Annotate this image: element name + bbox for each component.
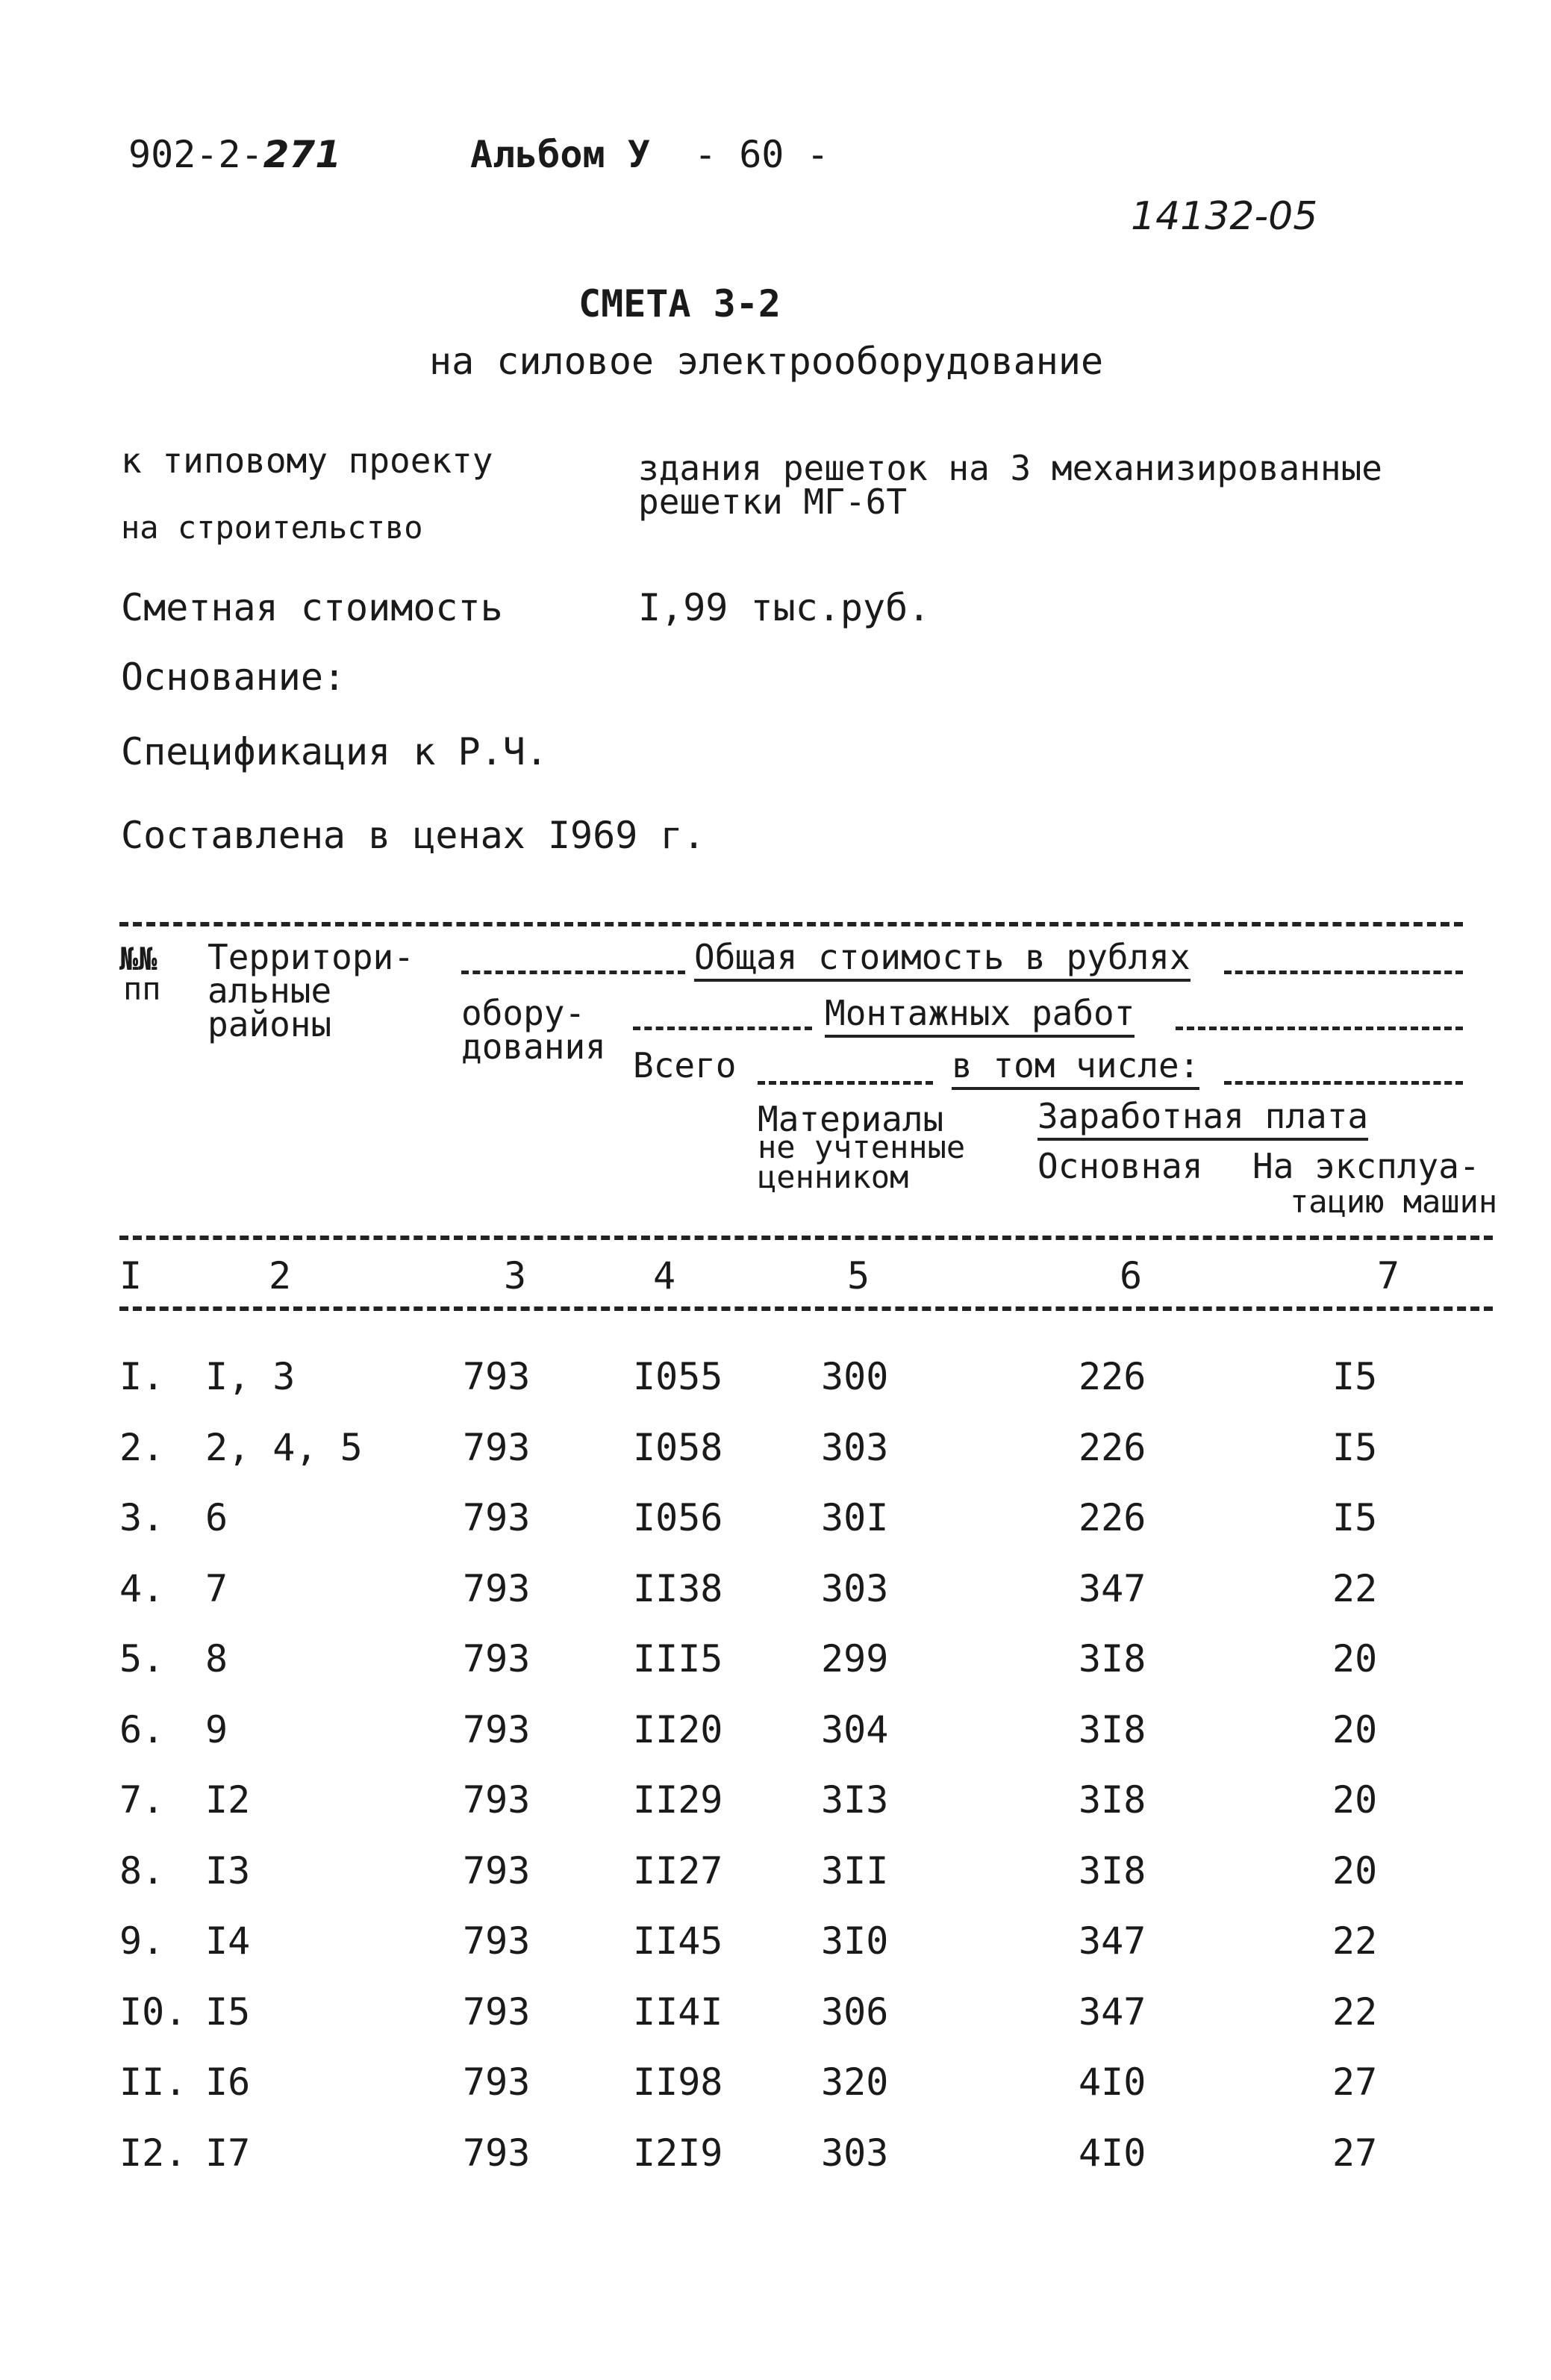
row-number: 2.	[119, 1425, 165, 1469]
row-number: I2.	[119, 2131, 187, 2175]
row-basic-wages: 3I8	[1079, 1778, 1146, 1822]
row-region: 2, 4, 5	[205, 1425, 363, 1469]
row-install-total: II27	[633, 1848, 723, 1893]
row-number: I0.	[119, 1990, 187, 2034]
row-install-total: II29	[633, 1778, 723, 1822]
doc-code-printed: 902-2-	[128, 133, 263, 176]
row-machine-cost: 20	[1332, 1848, 1378, 1893]
row-machine-cost: 27	[1332, 2131, 1378, 2175]
row-machine-cost: I5	[1332, 1496, 1378, 1539]
row-equipment-cost: 793	[463, 1848, 531, 1893]
row-materials: 303	[821, 1425, 889, 1469]
cost-label: Сметная стоимость	[121, 586, 503, 629]
row-install-total: II45	[633, 1919, 723, 1963]
project-value-line1: здания решеток на 3 механизированные	[638, 448, 1382, 488]
col-number-7: 7	[1377, 1254, 1400, 1298]
row-install-total: I055	[633, 1355, 723, 1398]
row-install-total: I058	[633, 1425, 723, 1469]
row-equipment-cost: 793	[463, 1707, 531, 1751]
row-materials: 299	[821, 1637, 889, 1680]
row-region: I6	[205, 2060, 251, 2104]
row-machine-cost: 20	[1332, 1778, 1378, 1822]
doc-code-handwritten: 271	[263, 133, 341, 176]
header-bottom-rule	[119, 1236, 1493, 1240]
row-machine-cost: I5	[1332, 1425, 1378, 1469]
row-basic-wages: 226	[1079, 1425, 1146, 1469]
row-equipment-cost: 793	[463, 1990, 531, 2034]
row-install-total: II20	[633, 1707, 723, 1751]
row-materials: 30I	[821, 1496, 889, 1539]
row-basic-wages: 226	[1079, 1496, 1146, 1539]
row-equipment-cost: 793	[463, 1566, 531, 1610]
row-region: 8	[205, 1637, 228, 1680]
col-machine-header-2: тацию машин	[1290, 1183, 1498, 1220]
col-territory-header-1: Территори-	[207, 937, 414, 977]
col-num-header-2: пп	[123, 971, 161, 1007]
row-materials: 304	[821, 1707, 889, 1751]
install-rule-left	[633, 1027, 812, 1030]
row-basic-wages: 347	[1079, 1919, 1146, 1963]
row-number: 6.	[119, 1707, 165, 1751]
total-cost-header: Общая стоимость в рублях	[694, 937, 1190, 982]
row-machine-cost: I5	[1332, 1355, 1378, 1398]
project-value-line2: решетки МГ-6Т	[638, 482, 908, 522]
row-equipment-cost: 793	[463, 1425, 531, 1469]
row-region: 7	[205, 1566, 228, 1610]
row-region: I4	[205, 1919, 251, 1963]
row-basic-wages: 3I8	[1079, 1637, 1146, 1680]
row-machine-cost: 22	[1332, 1919, 1378, 1963]
row-materials: 3I3	[821, 1778, 889, 1822]
row-install-total: II38	[633, 1566, 723, 1610]
row-machine-cost: 22	[1332, 1990, 1378, 2034]
table-top-rule	[119, 922, 1463, 926]
row-materials: 3II	[821, 1848, 889, 1893]
row-region: I5	[205, 1990, 251, 2034]
row-basic-wages: 4I0	[1079, 2131, 1146, 2175]
wages-header: Заработная плата	[1037, 1096, 1368, 1141]
row-install-total: I056	[633, 1496, 723, 1539]
row-number: 9.	[119, 1919, 165, 1963]
basis-label: Основание:	[121, 655, 346, 699]
row-equipment-cost: 793	[463, 1496, 531, 1539]
row-install-total: III5	[633, 1637, 723, 1680]
total-cost-rule-left	[461, 971, 685, 974]
project-label: к типовому проекту	[121, 440, 493, 481]
col-total-header: Всего	[633, 1045, 737, 1085]
row-materials: 303	[821, 1566, 889, 1610]
row-machine-cost: 20	[1332, 1707, 1378, 1751]
row-equipment-cost: 793	[463, 2131, 531, 2175]
col-territory-header-2: альные	[207, 971, 332, 1011]
row-region: I2	[205, 1778, 251, 1822]
total-cost-rule-right	[1224, 971, 1463, 974]
row-region: I3	[205, 1848, 251, 1893]
col-numbers-bottom-rule	[119, 1306, 1493, 1311]
incl-rule-right	[1224, 1081, 1463, 1085]
cost-value: I,99 тыс.руб.	[638, 586, 931, 629]
album-label: Альбом У	[470, 133, 650, 176]
install-rule-right	[1176, 1027, 1463, 1030]
row-basic-wages: 347	[1079, 1566, 1146, 1610]
col-materials-header-1: Материалы	[758, 1099, 944, 1139]
row-materials: 300	[821, 1355, 889, 1398]
doc-code	[128, 133, 341, 176]
row-number: 4.	[119, 1566, 165, 1610]
col-number-5: 5	[847, 1254, 870, 1298]
row-machine-cost: 22	[1332, 1566, 1378, 1610]
row-number: 7.	[119, 1778, 165, 1822]
row-basic-wages: 347	[1079, 1990, 1146, 2034]
including-header: в том числе:	[952, 1045, 1199, 1090]
col-number-3: 3	[504, 1254, 527, 1298]
col-basic-wages-header: Основная	[1037, 1146, 1203, 1186]
col-materials-header-2: не учтенные	[758, 1129, 966, 1165]
row-basic-wages: 3I8	[1079, 1707, 1146, 1751]
row-equipment-cost: 793	[463, 1919, 531, 1963]
col-number-6: 6	[1120, 1254, 1143, 1298]
row-region: 9	[205, 1707, 228, 1751]
registry-number-handwritten: 14132-05	[1131, 194, 1318, 239]
row-number: 3.	[119, 1496, 165, 1539]
row-number: 5.	[119, 1637, 165, 1680]
row-basic-wages: 3I8	[1079, 1848, 1146, 1893]
row-equipment-cost: 793	[463, 1637, 531, 1680]
row-equipment-cost: 793	[463, 1778, 531, 1822]
col-number-4: 4	[653, 1254, 676, 1298]
row-number: 8.	[119, 1848, 165, 1893]
row-install-total: II98	[633, 2060, 723, 2104]
row-basic-wages: 4I0	[1079, 2060, 1146, 2104]
row-equipment-cost: 793	[463, 2060, 531, 2104]
row-number: II.	[119, 2060, 187, 2104]
col-machine-header-1: На эксплуа-	[1252, 1146, 1480, 1186]
row-equipment-cost: 793	[463, 1355, 531, 1398]
row-region: 6	[205, 1496, 228, 1539]
row-number: I.	[119, 1355, 165, 1398]
col-territory-header-3: районы	[207, 1004, 332, 1044]
row-basic-wages: 226	[1079, 1355, 1146, 1398]
page-number: - 60 -	[694, 133, 829, 176]
col-equipment-header-1: обору-	[461, 993, 586, 1033]
estimate-title: СМЕТА 3-2	[578, 282, 781, 325]
row-install-total: II4I	[633, 1990, 723, 2034]
row-machine-cost: 20	[1332, 1637, 1378, 1680]
col-equipment-header-2: дования	[461, 1027, 606, 1067]
col-number-2: 2	[269, 1254, 292, 1298]
row-materials: 306	[821, 1990, 889, 2034]
col-num-header: №№	[119, 941, 157, 977]
row-install-total: I2I9	[633, 2131, 723, 2175]
install-header: Монтажных работ	[825, 993, 1135, 1038]
prices-year: Составлена в ценах I969 г.	[121, 814, 705, 857]
row-region: I, 3	[205, 1355, 296, 1398]
row-region: I7	[205, 2131, 251, 2175]
col-number-1: I	[119, 1254, 143, 1298]
row-materials: 3I0	[821, 1919, 889, 1963]
row-machine-cost: 27	[1332, 2060, 1378, 2104]
row-materials: 303	[821, 2131, 889, 2175]
row-materials: 320	[821, 2060, 889, 2104]
incl-rule-left	[758, 1081, 933, 1085]
specification-ref: Спецификация к Р.Ч.	[121, 730, 548, 773]
construction-label: на строительство	[121, 509, 423, 546]
col-materials-header-3: ценником	[758, 1159, 909, 1195]
estimate-subtitle: на силовое электрооборудование	[429, 340, 1104, 383]
